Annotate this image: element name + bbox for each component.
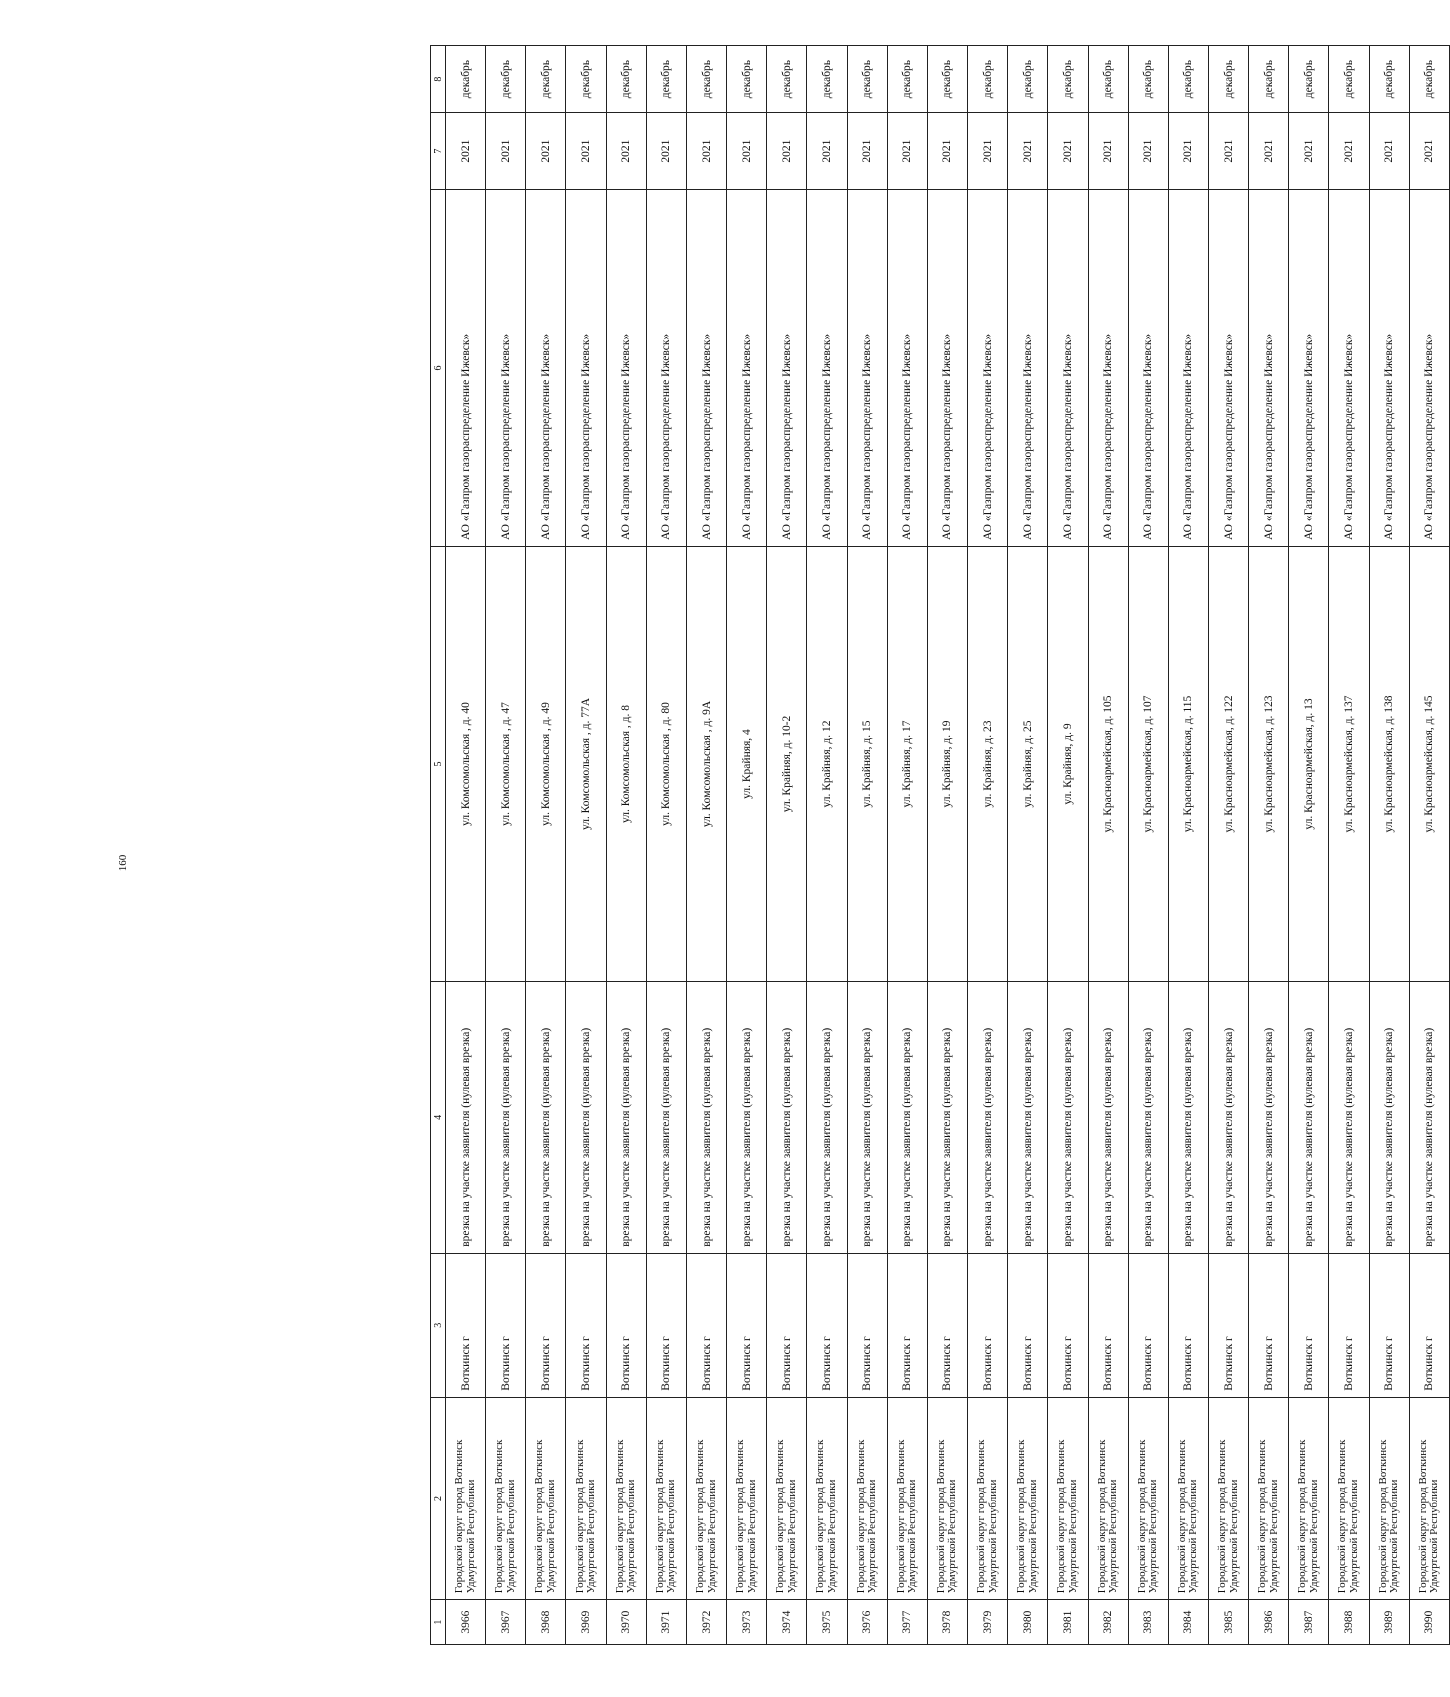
address-cell: ул. Крайняя, 4 (727, 547, 767, 982)
row-number: 3987 (1289, 1600, 1329, 1645)
table-row (1249, 46, 1289, 1645)
row-number: 3978 (927, 1600, 967, 1645)
work-type-cell: врезка на участке заявителя (нулевая врезка) (1249, 981, 1289, 1253)
city-cell: Воткинск г (1369, 1253, 1409, 1397)
month-cell: декабрь (927, 46, 967, 113)
city-cell: Воткинск г (1128, 1253, 1168, 1397)
month-cell: декабрь (606, 46, 646, 113)
work-type-cell: врезка на участке заявителя (нулевая врезка) (1208, 981, 1248, 1253)
district-cell: Городской округ город Воткинск Удмуртской Республики (566, 1397, 606, 1600)
month-cell: декабрь (1168, 46, 1208, 113)
work-type-cell: врезка на участке заявителя (нулевая врезка) (767, 981, 807, 1253)
district-cell: Городской округ город Воткинск Удмуртской Республики (1008, 1397, 1048, 1600)
district-cell: Городской округ город Воткинск Удмуртской Республики (606, 1397, 646, 1600)
work-type-cell: врезка на участке заявителя (нулевая врезка) (606, 981, 646, 1253)
address-cell: ул. Крайняя, д. 19 (927, 547, 967, 982)
city-cell: Воткинск г (1008, 1253, 1048, 1397)
row-number: 3990 (1409, 1600, 1449, 1645)
city-cell: Воткинск г (1249, 1253, 1289, 1397)
organization-cell: АО «Газпром газораспределение Ижевск» (646, 189, 686, 546)
row-number: 3977 (887, 1600, 927, 1645)
organization-cell: АО «Газпром газораспределение Ижевск» (1128, 189, 1168, 546)
month-cell: декабрь (526, 46, 566, 113)
address-cell: ул. Крайняя, д. 10-2 (767, 547, 807, 982)
row-number: 3982 (1088, 1600, 1128, 1645)
year-cell: 2021 (1048, 113, 1088, 190)
work-type-cell: врезка на участке заявителя (нулевая врезка) (968, 981, 1008, 1253)
row-number: 3967 (486, 1600, 526, 1645)
table-row (1128, 46, 1168, 1645)
table-row (686, 46, 726, 1645)
address-cell: ул. Красноармейская, д. 145 (1409, 547, 1449, 982)
city-cell: Воткинск г (1088, 1253, 1128, 1397)
table-row (566, 46, 606, 1645)
year-cell: 2021 (486, 113, 526, 190)
table-row (1168, 46, 1208, 1645)
city-cell: Воткинск г (1289, 1253, 1329, 1397)
column-header: 6 (431, 189, 446, 546)
table-row (968, 46, 1008, 1645)
work-type-cell: врезка на участке заявителя (нулевая врезка) (646, 981, 686, 1253)
work-type-cell: врезка на участке заявителя (нулевая врезка) (566, 981, 606, 1253)
district-cell: Городской округ город Воткинск Удмуртской Республики (1048, 1397, 1088, 1600)
year-cell: 2021 (1369, 113, 1409, 190)
work-type-cell: врезка на участке заявителя (нулевая врезка) (1128, 981, 1168, 1253)
organization-cell: АО «Газпром газораспределение Ижевск» (686, 189, 726, 546)
year-cell: 2021 (646, 113, 686, 190)
work-type-cell: врезка на участке заявителя (нулевая врезка) (1369, 981, 1409, 1253)
organization-cell: АО «Газпром газораспределение Ижевск» (968, 189, 1008, 546)
work-type-cell: врезка на участке заявителя (нулевая врезка) (526, 981, 566, 1253)
year-cell: 2021 (767, 113, 807, 190)
year-cell: 2021 (1168, 113, 1208, 190)
year-cell: 2021 (566, 113, 606, 190)
address-cell: ул. Комсомольская , д. 47 (486, 547, 526, 982)
row-number: 3971 (646, 1600, 686, 1645)
table-row (1329, 46, 1369, 1645)
address-cell: ул. Комсомольская , д. 80 (646, 547, 686, 982)
column-header: 1 (431, 1600, 446, 1645)
year-cell: 2021 (1088, 113, 1128, 190)
month-cell: декабрь (1048, 46, 1088, 113)
document-table-container (430, 45, 1450, 1645)
organization-cell: АО «Газпром газораспределение Ижевск» (727, 189, 767, 546)
district-cell: Городской округ город Воткинск Удмуртской Республики (1168, 1397, 1208, 1600)
work-type-cell: врезка на участке заявителя (нулевая врезка) (847, 981, 887, 1253)
column-header: 5 (431, 547, 446, 982)
row-number: 3988 (1329, 1600, 1369, 1645)
district-cell: Городской округ город Воткинск Удмуртской Республики (1409, 1397, 1449, 1600)
column-header: 7 (431, 113, 446, 190)
district-cell: Городской округ город Воткинск Удмуртской Республики (1208, 1397, 1248, 1600)
work-type-cell: врезка на участке заявителя (нулевая врезка) (927, 981, 967, 1253)
work-type-cell: врезка на участке заявителя (нулевая врезка) (1289, 981, 1329, 1253)
column-header: 3 (431, 1253, 446, 1397)
city-cell: Воткинск г (606, 1253, 646, 1397)
row-number: 3979 (968, 1600, 1008, 1645)
city-cell: Воткинск г (887, 1253, 927, 1397)
district-cell: Городской округ город Воткинск Удмуртской Республики (807, 1397, 847, 1600)
work-type-cell: врезка на участке заявителя (нулевая врезка) (446, 981, 486, 1253)
work-type-cell: врезка на участке заявителя (нулевая врезка) (807, 981, 847, 1253)
work-type-cell: врезка на участке заявителя (нулевая врезка) (727, 981, 767, 1253)
district-cell: Городской округ город Воткинск Удмуртской Республики (767, 1397, 807, 1600)
month-cell: декабрь (1128, 46, 1168, 113)
table-row (1088, 46, 1128, 1645)
address-cell: ул. Крайняя, д. 17 (887, 547, 927, 982)
row-number: 3985 (1208, 1600, 1248, 1645)
table-row (1008, 46, 1048, 1645)
month-cell: декабрь (968, 46, 1008, 113)
work-type-cell: врезка на участке заявителя (нулевая врезка) (1409, 981, 1449, 1253)
address-cell: ул. Красноармейская, д. 138 (1369, 547, 1409, 982)
month-cell: декабрь (646, 46, 686, 113)
address-cell: ул. Комсомольская , д. 8 (606, 547, 646, 982)
organization-cell: АО «Газпром газораспределение Ижевск» (606, 189, 646, 546)
address-cell: ул. Комсомольская , д. 9А (686, 547, 726, 982)
table-row (887, 46, 927, 1645)
table-row (446, 46, 486, 1645)
organization-cell: АО «Газпром газораспределение Ижевск» (1249, 189, 1289, 546)
table-row (807, 46, 847, 1645)
month-cell: декабрь (566, 46, 606, 113)
district-cell: Городской округ город Воткинск Удмуртской Республики (927, 1397, 967, 1600)
row-number: 3968 (526, 1600, 566, 1645)
district-cell: Городской округ город Воткинск Удмуртской Республики (1249, 1397, 1289, 1600)
month-cell: декабрь (486, 46, 526, 113)
month-cell: декабрь (1088, 46, 1128, 113)
organization-cell: АО «Газпром газораспределение Ижевск» (1369, 189, 1409, 546)
table-body (446, 46, 1450, 1645)
city-cell: Воткинск г (446, 1253, 486, 1397)
city-cell: Воткинск г (847, 1253, 887, 1397)
work-type-cell: врезка на участке заявителя (нулевая врезка) (1008, 981, 1048, 1253)
city-cell: Воткинск г (1168, 1253, 1208, 1397)
month-cell: декабрь (446, 46, 486, 113)
row-number: 3966 (446, 1600, 486, 1645)
month-cell: декабрь (807, 46, 847, 113)
table-row (767, 46, 807, 1645)
year-cell: 2021 (1128, 113, 1168, 190)
address-cell: ул. Красноармейская, д. 137 (1329, 547, 1369, 982)
month-cell: декабрь (1008, 46, 1048, 113)
month-cell: декабрь (1289, 46, 1329, 113)
address-cell: ул. Красноармейская, д. 123 (1249, 547, 1289, 982)
organization-cell: АО «Газпром газораспределение Ижевск» (927, 189, 967, 546)
year-cell: 2021 (686, 113, 726, 190)
address-cell: ул. Красноармейская, д. 115 (1168, 547, 1208, 982)
row-number: 3980 (1008, 1600, 1048, 1645)
year-cell: 2021 (606, 113, 646, 190)
month-cell: декабрь (1208, 46, 1248, 113)
district-cell: Городской округ город Воткинск Удмуртской Республики (686, 1397, 726, 1600)
organization-cell: АО «Газпром газораспределение Ижевск» (807, 189, 847, 546)
year-cell: 2021 (847, 113, 887, 190)
table-row (1048, 46, 1088, 1645)
row-number: 3984 (1168, 1600, 1208, 1645)
month-cell: декабрь (1369, 46, 1409, 113)
table-row (486, 46, 526, 1645)
work-type-cell: врезка на участке заявителя (нулевая врезка) (1168, 981, 1208, 1253)
city-cell: Воткинск г (927, 1253, 967, 1397)
city-cell: Воткинск г (727, 1253, 767, 1397)
organization-cell: АО «Газпром газораспределение Ижевск» (1168, 189, 1208, 546)
organization-cell: АО «Газпром газораспределение Ижевск» (767, 189, 807, 546)
city-cell: Воткинск г (686, 1253, 726, 1397)
city-cell: Воткинск г (486, 1253, 526, 1397)
organization-cell: АО «Газпром газораспределение Ижевск» (486, 189, 526, 546)
row-number: 3973 (727, 1600, 767, 1645)
year-cell: 2021 (526, 113, 566, 190)
district-cell: Городской округ город Воткинск Удмуртской Республики (887, 1397, 927, 1600)
table-row (1208, 46, 1248, 1645)
row-number: 3989 (1369, 1600, 1409, 1645)
address-cell: ул. Крайняя, д. 23 (968, 547, 1008, 982)
row-number: 3969 (566, 1600, 606, 1645)
year-cell: 2021 (1208, 113, 1248, 190)
address-cell: ул. Комсомольская , д. 40 (446, 547, 486, 982)
organization-cell: АО «Газпром газораспределение Ижевск» (1008, 189, 1048, 546)
district-cell: Городской округ город Воткинск Удмуртской Республики (1369, 1397, 1409, 1600)
table-row (1289, 46, 1329, 1645)
city-cell: Воткинск г (1048, 1253, 1088, 1397)
column-header: 4 (431, 981, 446, 1253)
work-type-cell: врезка на участке заявителя (нулевая врезка) (686, 981, 726, 1253)
city-cell: Воткинск г (526, 1253, 566, 1397)
organization-cell: АО «Газпром газораспределение Ижевск» (1208, 189, 1248, 546)
work-type-cell: врезка на участке заявителя (нулевая врезка) (486, 981, 526, 1253)
table-row (606, 46, 646, 1645)
month-cell: декабрь (1329, 46, 1369, 113)
month-cell: декабрь (1409, 46, 1449, 113)
year-cell: 2021 (1008, 113, 1048, 190)
address-cell: ул. Крайняя, д. 25 (1008, 547, 1048, 982)
district-cell: Городской округ город Воткинск Удмуртской Республики (968, 1397, 1008, 1600)
district-cell: Городской округ город Воткинск Удмуртской Республики (1329, 1397, 1369, 1600)
organization-cell: АО «Газпром газораспределение Ижевск» (1409, 189, 1449, 546)
year-cell: 2021 (1409, 113, 1449, 190)
row-number: 3970 (606, 1600, 646, 1645)
row-number: 3975 (807, 1600, 847, 1645)
header-row (431, 46, 446, 1645)
month-cell: декабрь (767, 46, 807, 113)
row-number: 3972 (686, 1600, 726, 1645)
organization-cell: АО «Газпром газораспределение Ижевск» (887, 189, 927, 546)
district-cell: Городской округ город Воткинск Удмуртской Республики (646, 1397, 686, 1600)
table-row (646, 46, 686, 1645)
district-cell: Городской округ город Воткинск Удмуртской Республики (446, 1397, 486, 1600)
row-number: 3974 (767, 1600, 807, 1645)
address-cell: ул. Комсомольская , д. 77А (566, 547, 606, 982)
year-cell: 2021 (968, 113, 1008, 190)
month-cell: декабрь (1249, 46, 1289, 113)
address-cell: ул. Комсомольская , д. 49 (526, 547, 566, 982)
organization-cell: АО «Газпром газораспределение Ижевск» (1289, 189, 1329, 546)
year-cell: 2021 (1289, 113, 1329, 190)
city-cell: Воткинск г (767, 1253, 807, 1397)
table-row (526, 46, 566, 1645)
district-cell: Городской округ город Воткинск Удмуртской Республики (727, 1397, 767, 1600)
work-type-cell: врезка на участке заявителя (нулевая врезка) (1088, 981, 1128, 1253)
year-cell: 2021 (887, 113, 927, 190)
year-cell: 2021 (446, 113, 486, 190)
work-type-cell: врезка на участке заявителя (нулевая врезка) (1329, 981, 1369, 1253)
year-cell: 2021 (927, 113, 967, 190)
address-cell: ул. Красноармейская, д. 107 (1128, 547, 1168, 982)
address-cell: ул. Красноармейская, д. 13 (1289, 547, 1329, 982)
organization-cell: АО «Газпром газораспределение Ижевск» (1329, 189, 1369, 546)
address-cell: ул. Красноармейская, д. 105 (1088, 547, 1128, 982)
document-table (430, 45, 1450, 1645)
city-cell: Воткинск г (1409, 1253, 1449, 1397)
district-cell: Городской округ город Воткинск Удмуртской Республики (1088, 1397, 1128, 1600)
table-row (1369, 46, 1409, 1645)
row-number: 3976 (847, 1600, 887, 1645)
column-header: 2 (431, 1397, 446, 1600)
address-cell: ул. Красноармейская, д. 122 (1208, 547, 1248, 982)
city-cell: Воткинск г (1329, 1253, 1369, 1397)
work-type-cell: врезка на участке заявителя (нулевая врезка) (1048, 981, 1088, 1253)
city-cell: Воткинск г (646, 1253, 686, 1397)
table-row (927, 46, 967, 1645)
city-cell: Воткинск г (1208, 1253, 1248, 1397)
organization-cell: АО «Газпром газораспределение Ижевск» (526, 189, 566, 546)
organization-cell: АО «Газпром газораспределение Ижевск» (1048, 189, 1088, 546)
year-cell: 2021 (727, 113, 767, 190)
table-row (727, 46, 767, 1645)
row-number: 3986 (1249, 1600, 1289, 1645)
column-header: 8 (431, 46, 446, 113)
district-cell: Городской округ город Воткинск Удмуртской Республики (847, 1397, 887, 1600)
organization-cell: АО «Газпром газораспределение Ижевск» (566, 189, 606, 546)
address-cell: ул. Крайняя, д. 12 (807, 547, 847, 982)
organization-cell: АО «Газпром газораспределение Ижевск» (1088, 189, 1128, 546)
row-number: 3981 (1048, 1600, 1088, 1645)
month-cell: декабрь (847, 46, 887, 113)
district-cell: Городской округ город Воткинск Удмуртской Республики (1128, 1397, 1168, 1600)
city-cell: Воткинск г (807, 1253, 847, 1397)
year-cell: 2021 (807, 113, 847, 190)
year-cell: 2021 (1249, 113, 1289, 190)
month-cell: декабрь (686, 46, 726, 113)
organization-cell: АО «Газпром газораспределение Ижевск» (446, 189, 486, 546)
address-cell: ул. Крайняя, д. 15 (847, 547, 887, 982)
organization-cell: АО «Газпром газораспределение Ижевск» (847, 189, 887, 546)
table-row (847, 46, 887, 1645)
page-number: 160 (117, 854, 129, 872)
district-cell: Городской округ город Воткинск Удмуртской Республики (1289, 1397, 1329, 1600)
year-cell: 2021 (1329, 113, 1369, 190)
district-cell: Городской округ город Воткинск Удмуртской Республики (526, 1397, 566, 1600)
table-row (1409, 46, 1449, 1645)
district-cell: Городской округ город Воткинск Удмуртской Республики (486, 1397, 526, 1600)
city-cell: Воткинск г (968, 1253, 1008, 1397)
city-cell: Воткинск г (566, 1253, 606, 1397)
row-number: 3983 (1128, 1600, 1168, 1645)
month-cell: декабрь (887, 46, 927, 113)
address-cell: ул. Крайняя, д. 9 (1048, 547, 1088, 982)
work-type-cell: врезка на участке заявителя (нулевая врезка) (887, 981, 927, 1253)
month-cell: декабрь (727, 46, 767, 113)
